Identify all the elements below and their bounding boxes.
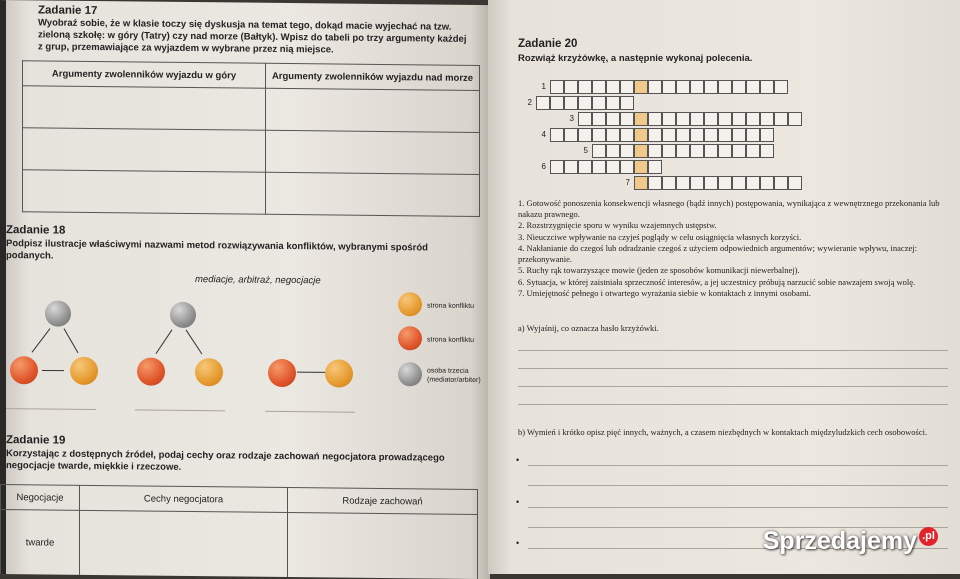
crossword-cell[interactable] [704, 112, 718, 126]
legend-label: strona konfliktu [427, 300, 474, 311]
crossword-cell[interactable] [690, 144, 704, 158]
crossword-cell[interactable] [732, 128, 746, 142]
crossword-cell[interactable] [788, 176, 802, 190]
crossword-cell[interactable] [592, 96, 606, 110]
answer-line[interactable] [518, 386, 948, 387]
crossword-clues [518, 198, 943, 300]
crossword-grid [536, 80, 836, 190]
col-mountains-header: Argumenty zwolenników wyjazdu w góry [23, 61, 266, 89]
bullet-icon: • [516, 538, 519, 548]
crossword-cell[interactable] [746, 144, 760, 158]
bullet-icon: • [516, 497, 519, 507]
crossword-cell[interactable] [676, 176, 690, 190]
crossword-cell[interactable] [578, 112, 592, 126]
crossword-cell[interactable] [732, 144, 746, 158]
row-label-twarde: twarde [1, 510, 80, 577]
crossword-cell[interactable] [634, 160, 648, 174]
crossword-cell[interactable] [718, 128, 732, 142]
crossword-clue: 3. Nieuczciwe wpływanie na czyjeś poglądy w celu osiągnięcia własnych korzyści. [518, 232, 943, 243]
answer-cell[interactable] [266, 130, 480, 174]
answer-line[interactable] [518, 404, 948, 405]
crossword-cell[interactable] [648, 160, 662, 174]
crossword-cell[interactable] [606, 128, 620, 142]
crossword-cell[interactable] [550, 80, 564, 94]
crossword-cell[interactable] [620, 160, 634, 174]
task19-title: Zadanie 19 [6, 434, 65, 447]
crossword-cell[interactable] [662, 80, 676, 94]
crossword-cell[interactable] [606, 144, 620, 158]
label-line-2[interactable] [135, 409, 225, 411]
crossword-cell[interactable] [676, 128, 690, 142]
arrows-3 [295, 365, 327, 379]
crossword-clue: 7. Umiejętność pełnego i otwartego wyrażania siebie w kontaktach z innymi osobami. [518, 288, 943, 299]
header-zachowania: Rodzaje zachowań [288, 488, 478, 515]
label-line-1[interactable] [6, 408, 96, 410]
crossword-cell[interactable] [760, 144, 774, 158]
crossword-cell[interactable] [634, 80, 648, 94]
crossword-cell[interactable] [662, 112, 676, 126]
arrows-2 [130, 301, 240, 392]
header-negocjacje: Negocjacje [1, 485, 80, 511]
answer-line[interactable] [528, 485, 948, 486]
crossword-cell[interactable] [592, 144, 606, 158]
crossword-cell[interactable] [634, 176, 648, 190]
crossword-cell[interactable] [606, 96, 620, 110]
crossword-cell[interactable] [564, 80, 578, 94]
right-page [488, 0, 960, 574]
legend-label: osoba trzecia (mediator/arbiter) [427, 366, 482, 385]
crossword-clue: 1. Gotowość ponoszenia konsekwencji własnego (bądź innych) postępowania, wynikająca z wewnętrznego przekonania lub nakazu prawnego. [518, 198, 943, 219]
crossword-cell[interactable] [662, 128, 676, 142]
crossword-cell[interactable] [592, 160, 606, 174]
crossword-row-number: 5 [578, 146, 588, 155]
crossword-cell[interactable] [606, 112, 620, 126]
crossword-cell[interactable] [760, 112, 774, 126]
crossword-cell[interactable] [550, 160, 564, 174]
answer-cell[interactable] [266, 172, 480, 216]
answer-cell[interactable] [80, 510, 288, 578]
crossword-cell[interactable] [578, 80, 592, 94]
crossword-cell[interactable] [550, 128, 564, 142]
crossword-cell[interactable] [690, 176, 704, 190]
legend-orange-ball [398, 292, 422, 316]
answer-line[interactable] [528, 465, 948, 466]
crossword-row-number: 7 [620, 178, 630, 187]
label-line-3[interactable] [265, 411, 355, 413]
crossword-cell[interactable] [648, 128, 662, 142]
crossword-row-number: 3 [564, 114, 574, 123]
answer-cell[interactable] [23, 86, 266, 131]
header-cechy: Cechy negocjatora [80, 485, 288, 512]
crossword-cell[interactable] [704, 144, 718, 158]
crossword-cell[interactable] [732, 176, 746, 190]
answer-line[interactable] [518, 350, 948, 351]
crossword-row-number: 4 [536, 130, 546, 139]
crossword-cell[interactable] [648, 176, 662, 190]
answer-cell[interactable] [23, 128, 266, 173]
task18-options: mediacje, arbitraż, negocjacje [195, 274, 321, 286]
crossword-cell[interactable] [788, 112, 802, 126]
crossword-cell[interactable] [760, 176, 774, 190]
task17-table [22, 60, 480, 217]
crossword-cell[interactable] [634, 112, 648, 126]
crossword-cell[interactable] [690, 80, 704, 94]
legend-gray-ball [398, 362, 422, 386]
task20-title: Zadanie 20 [518, 38, 577, 50]
answer-line[interactable] [528, 507, 948, 508]
crossword-cell[interactable] [718, 176, 732, 190]
crossword-cell[interactable] [564, 96, 578, 110]
crossword-cell[interactable] [606, 160, 620, 174]
task20-instruction: Rozwiąż krzyżówkę, a następnie wykonaj polecenia. [518, 53, 752, 65]
answer-cell[interactable] [23, 170, 266, 215]
legend-red-ball [398, 326, 422, 350]
party-red-ball [268, 359, 296, 387]
col-sea-header: Argumenty zwolenników wyjazdu nad morze [266, 63, 480, 90]
crossword-cell[interactable] [620, 80, 634, 94]
crossword-cell[interactable] [648, 144, 662, 158]
crossword-clue: 2. Rozstrzygnięcie sporu w wyniku wzajemnych ustępstw. [518, 220, 943, 231]
crossword-cell[interactable] [774, 112, 788, 126]
crossword-cell[interactable] [620, 144, 634, 158]
crossword-cell[interactable] [676, 112, 690, 126]
crossword-cell[interactable] [732, 80, 746, 94]
crossword-cell[interactable] [704, 128, 718, 142]
crossword-cell[interactable] [746, 128, 760, 142]
crossword-cell[interactable] [662, 144, 676, 158]
arrows-1 [0, 300, 110, 391]
crossword-cell[interactable] [704, 80, 718, 94]
crossword-cell[interactable] [578, 128, 592, 142]
crossword-cell[interactable] [620, 128, 634, 142]
answer-line[interactable] [518, 368, 948, 369]
question-a: a) Wyjaśnij, co oznacza hasło krzyżówki. [518, 323, 659, 334]
crossword-cell[interactable] [676, 80, 690, 94]
task17-title: Zadanie 17 [38, 4, 97, 17]
crossword-clue: 6. Sytuacja, w której zaistniała sprzeczność interesów, a jej uczestnicy próbują narzucić sobie nawzajem swoją wolę. [518, 277, 943, 288]
crossword-cell[interactable] [578, 96, 592, 110]
crossword-cell[interactable] [760, 80, 774, 94]
watermark-logo [763, 527, 938, 556]
task17-instruction: Wyobraź sobie, że w klasie toczy się dyskusja na temat tego, dokąd macie wyjechać na tzw. zieloną szkołę: w góry (Tatry) czy nad morze (Bałtyk). Wpisz do tabeli po trzy argumenty każdej z grup, przemawiające za wyjazdem w wybrane przez nią miejsce. [38, 17, 468, 58]
crossword-cell[interactable] [718, 80, 732, 94]
bullet-icon: • [516, 455, 519, 465]
crossword-cell[interactable] [648, 80, 662, 94]
crossword-cell[interactable] [648, 112, 662, 126]
question-b: b) Wymień i krótko opisz pięć innych, ważnych, a czasem niezbędnych w kontaktach międzyludzkich cech osobowości. [518, 427, 956, 438]
crossword-cell[interactable] [690, 112, 704, 126]
crossword-cell[interactable] [662, 176, 676, 190]
task19-table [0, 484, 478, 579]
crossword-cell[interactable] [592, 128, 606, 142]
crossword-cell[interactable] [564, 160, 578, 174]
crossword-cell[interactable] [620, 112, 634, 126]
crossword-cell[interactable] [606, 80, 620, 94]
crossword-cell[interactable] [690, 128, 704, 142]
crossword-cell[interactable] [536, 96, 550, 110]
crossword-cell[interactable] [592, 80, 606, 94]
crossword-cell[interactable] [704, 176, 718, 190]
crossword-row-number: 1 [536, 82, 546, 91]
crossword-cell[interactable] [760, 128, 774, 142]
crossword-clue: 5. Ruchy rąk towarzyszące mowie (jeden ze sposobów komunikacji niewerbalnej). [518, 265, 943, 276]
crossword-cell[interactable] [746, 112, 760, 126]
crossword-cell[interactable] [578, 160, 592, 174]
crossword-cell[interactable] [746, 80, 760, 94]
crossword-cell[interactable] [634, 128, 648, 142]
crossword-cell[interactable] [732, 112, 746, 126]
crossword-clue: 4. Nakłanianie do czegoś lub odradzanie czegoś z użyciem odpowiednich argumentów; wywieranie wpływu, inaczej: przekonywanie. [518, 243, 943, 264]
crossword-cell[interactable] [774, 176, 788, 190]
crossword-row-number: 2 [522, 98, 532, 107]
task18-instruction: Podpisz ilustracje właściwymi nazwami metod rozwiązywania konfliktów, wybranymi spośród podanych. [6, 238, 466, 267]
task19-instruction: Korzystając z dostępnych źródeł, podaj cechy oraz rodzaje zachowań negocjatora prowadzącego negocjacje twarde, miękkie i rzeczowe. [6, 448, 466, 477]
crossword-cell[interactable] [564, 128, 578, 142]
crossword-cell[interactable] [592, 112, 606, 126]
crossword-cell[interactable] [620, 96, 634, 110]
legend-label: strona konfliktu [427, 334, 474, 345]
crossword-cell[interactable] [634, 144, 648, 158]
party-orange-ball [325, 359, 353, 387]
crossword-cell[interactable] [718, 112, 732, 126]
crossword-cell[interactable] [774, 80, 788, 94]
watermark-text: Sprzedajemy [763, 527, 917, 555]
crossword-cell[interactable] [746, 176, 760, 190]
answer-cell[interactable] [266, 88, 480, 132]
crossword-cell[interactable] [676, 144, 690, 158]
task18-title: Zadanie 18 [6, 224, 65, 237]
crossword-cell[interactable] [550, 96, 564, 110]
crossword-cell[interactable] [718, 144, 732, 158]
answer-cell[interactable] [288, 513, 478, 579]
crossword-row-number: 6 [536, 162, 546, 171]
watermark-badge: .pl [919, 527, 938, 546]
